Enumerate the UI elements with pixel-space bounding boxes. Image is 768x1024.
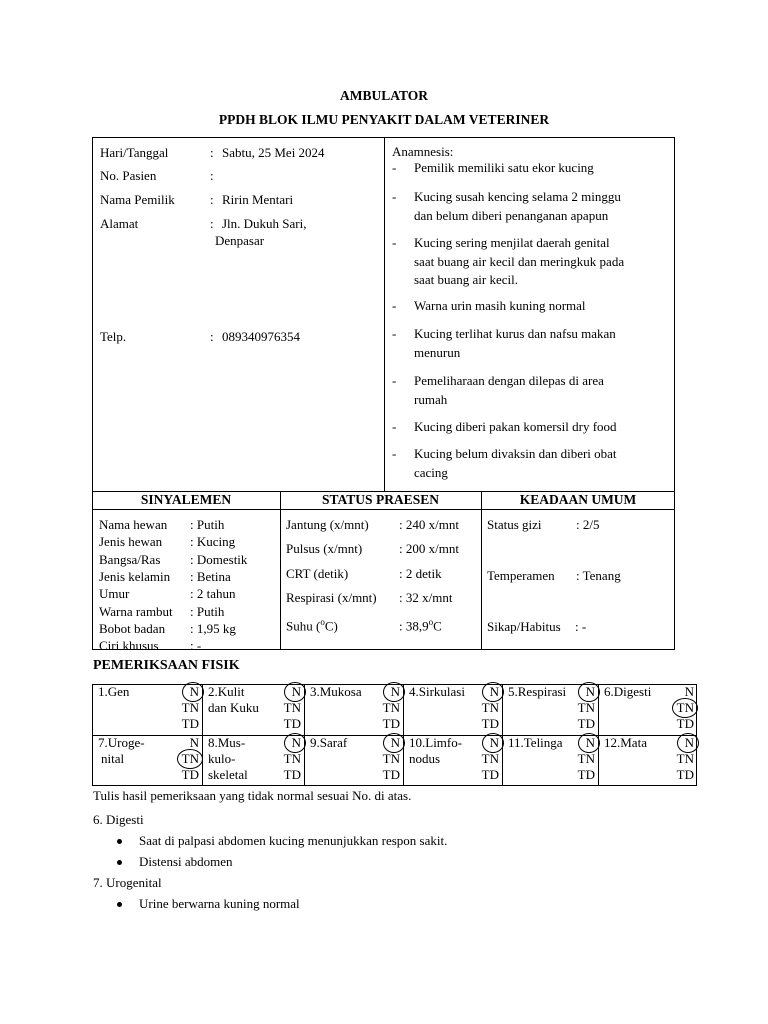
exam-option-tn: TN: [382, 700, 400, 715]
section-header-bottom-line: [92, 509, 675, 510]
anamnesis-dash: -: [392, 446, 397, 461]
exam-option-td: TD: [382, 767, 400, 782]
sinyalemen-label: Bangsa/Ras: [99, 551, 161, 567]
status-praesen-header: STATUS PRAESEN: [322, 492, 439, 507]
anamnesis-dash: -: [392, 235, 397, 250]
owner-colon: :: [210, 192, 214, 207]
keadaan-umum-header: KEADAAN UMUM: [519, 492, 637, 507]
sinyalemen-value: : Betina: [190, 568, 231, 584]
exam-option-n: N: [489, 684, 499, 699]
exam-option-tn: TN: [181, 751, 199, 766]
anamnesis-title: Anamnesis:: [392, 144, 454, 159]
exam-option-td: TD: [676, 767, 694, 782]
anamnesis-item-line: Warna urin masih kuning normal: [414, 298, 586, 313]
exam-option-td: TD: [283, 716, 301, 731]
anamnesis-item-line: saat buang air kecil.: [414, 272, 518, 287]
anamnesis-item-line: menurun: [414, 344, 461, 360]
exam-selection-circle: [182, 682, 204, 702]
exam-selection-circle: [383, 733, 405, 753]
exam-selection-circle: [284, 682, 306, 702]
exam-cell-name: 9.Saraf: [310, 735, 348, 750]
sinyalemen-value: : 2 tahun: [190, 586, 236, 602]
exam-option-n: N: [189, 735, 199, 750]
owner-value-name: Ririn Mentari: [222, 192, 294, 207]
bullet-icon: [117, 839, 122, 844]
owner-label-date: Hari/Tanggal: [100, 145, 169, 160]
anamnesis-item-line: Kucing sering menjilat daerah genital: [414, 235, 610, 250]
exam-selection-circle: [482, 733, 504, 753]
exam-option-tn: TN: [382, 751, 400, 766]
sinyalemen-label: Nama hewan: [99, 517, 168, 532]
exam-option-tn: TN: [283, 751, 301, 766]
keadaan-value: : 2/5: [576, 517, 600, 532]
sinyalemen-value: : 1,95 kg: [190, 620, 236, 636]
exam-cell-name: 6.Digesti: [604, 684, 652, 699]
exam-option-tn: TN: [676, 751, 694, 766]
exam-selection-circle: [383, 682, 405, 702]
exam-option-td: TD: [481, 767, 499, 782]
exam-option-n: N: [390, 684, 400, 699]
sinyalemen-label: Bobot badan: [99, 620, 166, 636]
exam-selection-circle: [677, 733, 699, 753]
exam-option-n: N: [291, 684, 301, 699]
anamnesis-dash: -: [392, 160, 397, 175]
owner-label-phone: Telp.: [100, 329, 127, 344]
exam-grid-col-divider: [304, 684, 305, 786]
sinyalemen-value: : Putih: [190, 517, 225, 532]
exam-cell-name: 2.Kulit: [208, 684, 245, 699]
exam-option-n: N: [585, 684, 595, 699]
anamnesis-item-line: Kucing diberi pakan komersil dry food: [414, 419, 617, 434]
exam-option-n: N: [684, 684, 694, 699]
status-label: Respirasi (x/mnt): [286, 590, 377, 605]
exam-cell-name: 4.Sirkulasi: [409, 684, 465, 699]
exam-option-n: N: [684, 735, 694, 750]
anamnesis-item-line: Pemeliharaan dengan dilepas di area: [414, 373, 604, 388]
status-divider: [481, 491, 482, 650]
anamnesis-item-line: rumah: [414, 391, 448, 407]
exam-cell-name: 8.Mus-: [208, 735, 246, 750]
status-value-temperature: : 38,9$^o$C: [399, 617, 442, 634]
exam-option-tn: TN: [181, 700, 199, 715]
exam-option-td: TD: [283, 767, 301, 782]
finding-bullet-text: Saat di palpasi abdomen kucing menunjukkan respon sakit.: [139, 833, 448, 848]
anamnesis-item-line: Pemilik memiliki satu ekor kucing: [414, 160, 594, 175]
sinyalemen-value: : Putih: [190, 603, 225, 619]
sinyalemen-divider: [280, 491, 281, 650]
anamnesis-item-line: saat buang air kecil dan meringkuk pada: [414, 253, 625, 269]
status-value: : 200 x/mnt: [399, 541, 459, 556]
keadaan-value: : -: [575, 619, 587, 634]
exam-selection-circle: [578, 733, 600, 753]
anamnesis-item-line: cacing: [414, 464, 448, 480]
status-label-temperature: Suhu ($^o$C): [286, 617, 338, 634]
owner-colon: :: [210, 329, 214, 344]
owner-colon: :: [210, 216, 214, 231]
anamnesis-dash: -: [392, 419, 397, 434]
exam-cell-name: kulo-: [208, 751, 236, 766]
status-value: : 2 detik: [399, 566, 442, 581]
exam-option-tn: TN: [577, 751, 595, 766]
exam-option-td: TD: [181, 716, 199, 731]
exam-option-td: TD: [676, 716, 694, 731]
keadaan-label: Temperamen: [487, 568, 555, 583]
keadaan-value: : Tenang: [576, 568, 621, 583]
keadaan-label: Status gizi: [487, 517, 542, 532]
status-value: : 240 x/mnt: [399, 517, 459, 532]
bullet-icon: [117, 902, 122, 907]
anamnesis-dash: -: [392, 189, 397, 204]
finding-bullet-text: Urine berwarna kuning normal: [139, 896, 300, 911]
sinyalemen-value: : Domestik: [190, 551, 248, 567]
exam-option-tn: TN: [577, 700, 595, 715]
exam-cell-name: dan Kuku: [208, 700, 259, 715]
exam-option-td: TD: [481, 716, 499, 731]
physical-exam-title: PEMERIKSAAN FISIK: [93, 658, 240, 673]
exam-selection-circle: [284, 733, 306, 753]
sinyalemen-label: Ciri khusus: [99, 638, 159, 654]
anamnesis-dash: -: [392, 298, 397, 313]
exam-option-n: N: [489, 735, 499, 750]
document-subtitle: PPDH BLOK ILMU PENYAKIT DALAM VETERINER: [218, 112, 550, 127]
exam-selection-circle: [482, 682, 504, 702]
exam-option-tn: TN: [481, 751, 499, 766]
owner-value-phone: 089340976354: [222, 329, 300, 344]
document-title: AMBULATOR: [339, 88, 428, 103]
exam-cell-name: nital: [101, 751, 125, 766]
sinyalemen-label: Umur: [99, 586, 130, 602]
exam-grid-col-divider: [202, 684, 203, 786]
exam-cell-name: 7.Uroge-: [98, 735, 145, 750]
anamnesis-item-line: Kucing susah kencing selama 2 minggu: [414, 189, 621, 204]
physical-exam-note: Tulis hasil pemeriksaan yang tidak normal sesuai No. di atas.: [93, 788, 412, 803]
exam-grid-col-divider: [403, 684, 404, 786]
anamnesis-item-line: Kucing terlihat kurus dan nafsu makan: [414, 326, 616, 341]
owner-colon: :: [210, 168, 214, 183]
exam-selection-circle: [578, 682, 600, 702]
exam-grid-col-divider: [502, 684, 503, 786]
status-label: Pulsus (x/mnt): [286, 541, 363, 556]
exam-option-td: TD: [382, 716, 400, 731]
anamnesis-dash: -: [392, 373, 397, 388]
exam-selection-circle: [177, 749, 203, 769]
exam-cell-name: 3.Mukosa: [310, 684, 362, 699]
sinyalemen-header: SINYALEMEN: [140, 492, 232, 507]
status-label: Jantung (x/mnt): [286, 517, 369, 532]
exam-option-n: N: [585, 735, 595, 750]
owner-colon: :: [210, 145, 214, 160]
owner-value-date: Sabtu, 25 Mei 2024: [222, 145, 325, 160]
exam-selection-circle: [672, 698, 698, 718]
exam-cell-name: 5.Respirasi: [508, 684, 567, 699]
exam-option-td: TD: [577, 767, 595, 782]
owner-label-patient-no: No. Pasien: [100, 168, 157, 183]
bullet-icon: [117, 860, 122, 865]
exam-option-td: TD: [577, 716, 595, 731]
exam-option-tn: TN: [676, 700, 694, 715]
exam-cell-name: 12.Mata: [604, 735, 647, 750]
exam-option-tn: TN: [481, 700, 499, 715]
owner-value-address-2: Denpasar: [215, 233, 265, 248]
exam-cell-name: 10.Limfo-: [409, 735, 463, 750]
exam-option-td: TD: [181, 767, 199, 782]
anamnesis-item-line: dan belum diberi penanganan apapun: [414, 207, 609, 223]
owner-label-address: Alamat: [100, 216, 139, 231]
exam-option-n: N: [291, 735, 301, 750]
sinyalemen-value: : -: [190, 638, 202, 654]
anamnesis-dash: -: [392, 326, 397, 341]
exam-option-n: N: [390, 735, 400, 750]
sinyalemen-value: : Kucing: [190, 534, 236, 550]
owner-value-address: Jln. Dukuh Sari,: [222, 216, 307, 231]
sinyalemen-label: Warna rambut: [99, 603, 173, 619]
status-label: CRT (detik): [286, 566, 349, 581]
sinyalemen-label: Jenis hewan: [99, 534, 163, 550]
keadaan-label: Sikap/Habitus: [487, 619, 561, 634]
exam-cell-name: 1.Gen: [98, 684, 130, 699]
sinyalemen-label: Jenis kelamin: [99, 568, 171, 584]
anamnesis-item-line: Kucing belum divaksin dan diberi obat: [414, 446, 617, 461]
finding-heading: 6. Digesti: [93, 812, 144, 827]
owner-anamnesis-divider: [384, 137, 385, 492]
exam-grid-col-divider: [598, 684, 599, 786]
status-value: : 32 x/mnt: [399, 590, 453, 605]
finding-heading: 7. Urogenital: [93, 875, 162, 890]
exam-option-n: N: [189, 684, 199, 699]
exam-cell-name: 11.Telinga: [508, 735, 563, 750]
finding-bullet-text: Distensi abdomen: [139, 854, 233, 869]
owner-label-name: Nama Pemilik: [100, 192, 175, 207]
exam-option-tn: TN: [283, 700, 301, 715]
exam-cell-name: nodus: [409, 751, 441, 766]
exam-cell-name: skeletal: [208, 767, 248, 782]
